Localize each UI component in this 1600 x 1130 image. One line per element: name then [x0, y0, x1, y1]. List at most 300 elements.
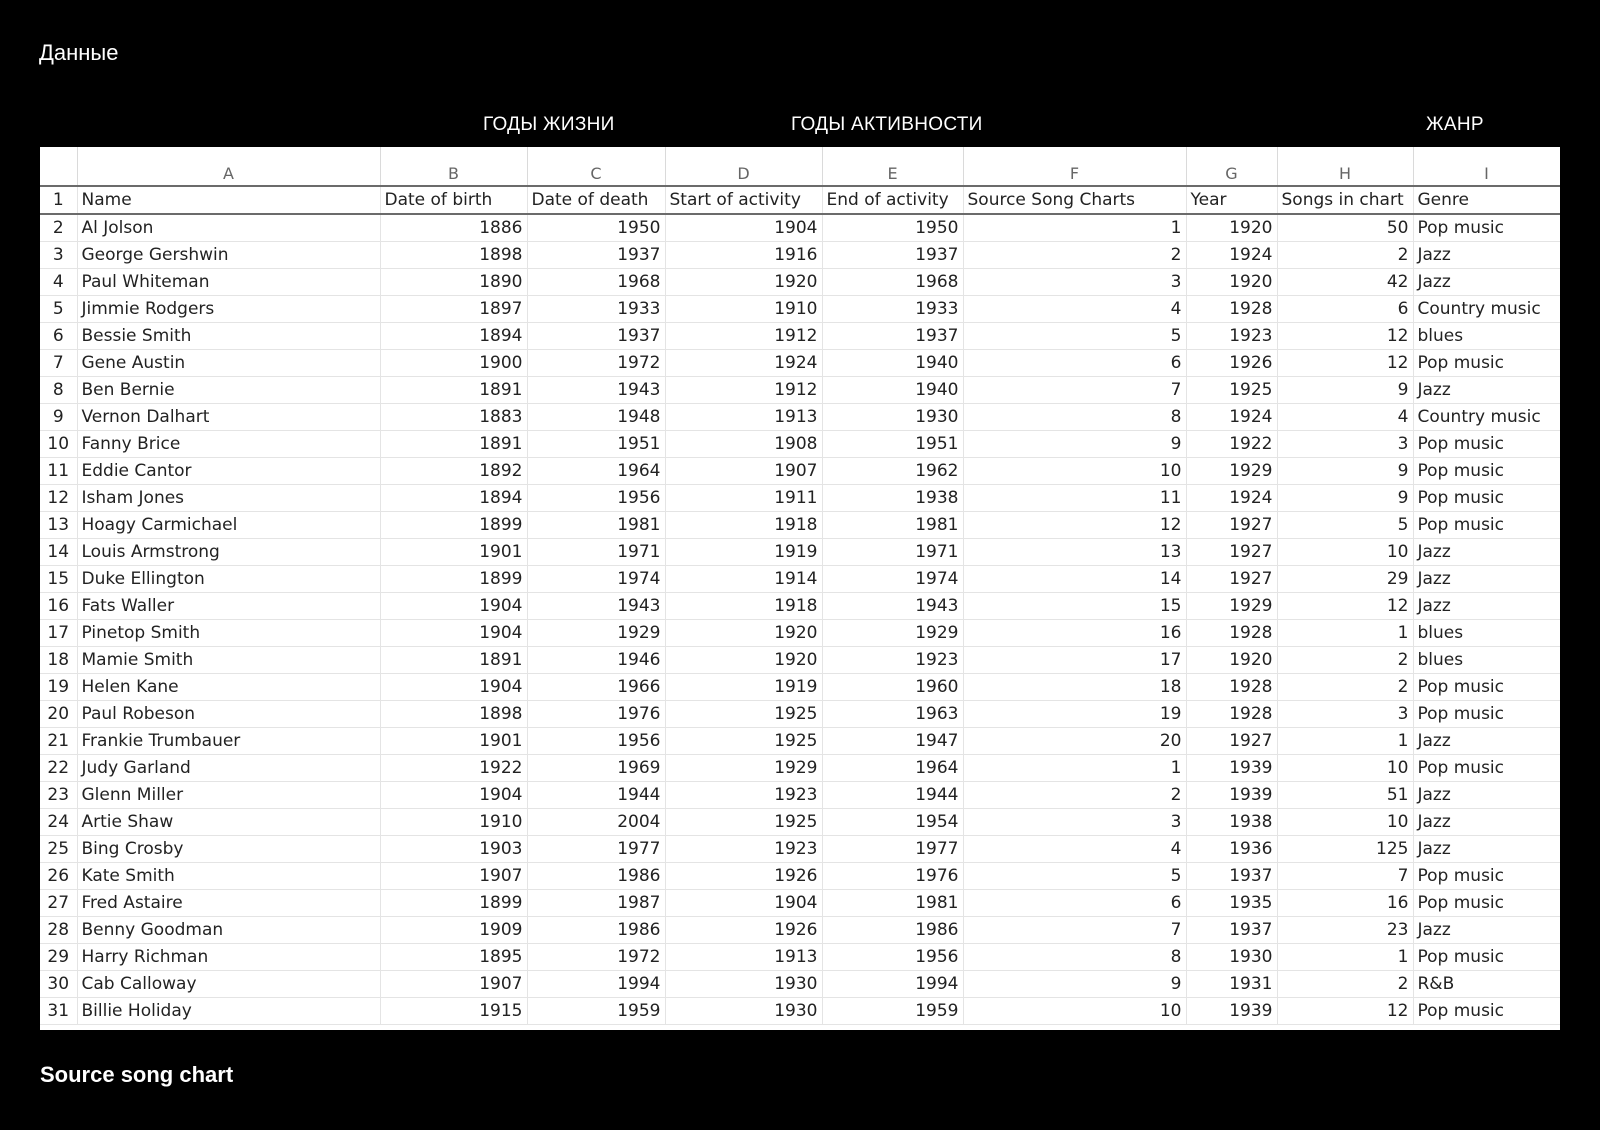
cell-i[interactable]: Jazz: [1413, 836, 1560, 863]
spreadsheet-grid[interactable]: [40, 147, 1560, 1025]
cell-d[interactable]: 1925: [665, 809, 822, 836]
field-name-cell[interactable]: Source Song Charts: [963, 186, 1186, 214]
cell-d[interactable]: 1924: [665, 350, 822, 377]
cell-i[interactable]: Jazz: [1413, 593, 1560, 620]
cell-g[interactable]: 1936: [1186, 836, 1277, 863]
cell-a[interactable]: Mamie Smith: [77, 647, 380, 674]
cell-b[interactable]: 1891: [380, 431, 527, 458]
cell-c[interactable]: 1937: [527, 242, 665, 269]
cell-i[interactable]: Jazz: [1413, 377, 1560, 404]
cell-h[interactable]: 125: [1277, 836, 1413, 863]
row-number[interactable]: 6: [40, 323, 77, 350]
cell-i[interactable]: blues: [1413, 647, 1560, 674]
cell-e[interactable]: 1959: [822, 998, 963, 1025]
cell-d[interactable]: 1907: [665, 458, 822, 485]
row-number[interactable]: 25: [40, 836, 77, 863]
cell-d[interactable]: 1913: [665, 404, 822, 431]
cell-i[interactable]: blues: [1413, 620, 1560, 647]
column-header-d[interactable]: D: [665, 147, 822, 186]
cell-h[interactable]: 9: [1277, 458, 1413, 485]
cell-g[interactable]: 1927: [1186, 566, 1277, 593]
cell-a[interactable]: Helen Kane: [77, 674, 380, 701]
cell-b[interactable]: 1895: [380, 944, 527, 971]
cell-d[interactable]: 1914: [665, 566, 822, 593]
cell-a[interactable]: Vernon Dalhart: [77, 404, 380, 431]
cell-f[interactable]: 16: [963, 620, 1186, 647]
cell-e[interactable]: 1923: [822, 647, 963, 674]
cell-h[interactable]: 51: [1277, 782, 1413, 809]
row-number[interactable]: 19: [40, 674, 77, 701]
cell-i[interactable]: Pop music: [1413, 701, 1560, 728]
cell-f[interactable]: 4: [963, 836, 1186, 863]
row-number[interactable]: 3: [40, 242, 77, 269]
cell-f[interactable]: 2: [963, 782, 1186, 809]
cell-i[interactable]: Pop music: [1413, 512, 1560, 539]
cell-b[interactable]: 1904: [380, 593, 527, 620]
cell-i[interactable]: Pop music: [1413, 998, 1560, 1025]
cell-d[interactable]: 1929: [665, 755, 822, 782]
cell-a[interactable]: Cab Calloway: [77, 971, 380, 998]
cell-i[interactable]: Pop music: [1413, 863, 1560, 890]
row-number[interactable]: 26: [40, 863, 77, 890]
field-name-cell[interactable]: Date of death: [527, 186, 665, 214]
cell-h[interactable]: 3: [1277, 431, 1413, 458]
field-name-cell[interactable]: Start of activity: [665, 186, 822, 214]
cell-e[interactable]: 1937: [822, 242, 963, 269]
cell-c[interactable]: 1948: [527, 404, 665, 431]
cell-b[interactable]: 1891: [380, 377, 527, 404]
cell-g[interactable]: 1926: [1186, 350, 1277, 377]
cell-c[interactable]: 1981: [527, 512, 665, 539]
cell-c[interactable]: 1977: [527, 836, 665, 863]
cell-f[interactable]: 6: [963, 350, 1186, 377]
cell-f[interactable]: 19: [963, 701, 1186, 728]
spreadsheet[interactable]: [40, 147, 1560, 1030]
cell-h[interactable]: 6: [1277, 296, 1413, 323]
cell-b[interactable]: 1922: [380, 755, 527, 782]
cell-i[interactable]: Pop music: [1413, 674, 1560, 701]
cell-h[interactable]: 12: [1277, 593, 1413, 620]
cell-d[interactable]: 1920: [665, 647, 822, 674]
cell-f[interactable]: 12: [963, 512, 1186, 539]
cell-g[interactable]: 1922: [1186, 431, 1277, 458]
cell-e[interactable]: 1960: [822, 674, 963, 701]
cell-f[interactable]: 15: [963, 593, 1186, 620]
cell-h[interactable]: 29: [1277, 566, 1413, 593]
cell-g[interactable]: 1928: [1186, 674, 1277, 701]
cell-g[interactable]: 1929: [1186, 458, 1277, 485]
row-number[interactable]: 16: [40, 593, 77, 620]
cell-a[interactable]: Hoagy Carmichael: [77, 512, 380, 539]
cell-i[interactable]: Jazz: [1413, 917, 1560, 944]
cell-a[interactable]: Fanny Brice: [77, 431, 380, 458]
cell-f[interactable]: 14: [963, 566, 1186, 593]
cell-c[interactable]: 1971: [527, 539, 665, 566]
cell-g[interactable]: 1938: [1186, 809, 1277, 836]
cell-b[interactable]: 1901: [380, 539, 527, 566]
cell-f[interactable]: 8: [963, 944, 1186, 971]
cell-f[interactable]: 8: [963, 404, 1186, 431]
cell-a[interactable]: Benny Goodman: [77, 917, 380, 944]
cell-a[interactable]: Al Jolson: [77, 214, 380, 242]
field-name-cell[interactable]: Year: [1186, 186, 1277, 214]
cell-e[interactable]: 1950: [822, 214, 963, 242]
cell-e[interactable]: 1986: [822, 917, 963, 944]
cell-g[interactable]: 1924: [1186, 242, 1277, 269]
cell-i[interactable]: Pop music: [1413, 485, 1560, 512]
cell-g[interactable]: 1929: [1186, 593, 1277, 620]
cell-f[interactable]: 20: [963, 728, 1186, 755]
cell-d[interactable]: 1925: [665, 728, 822, 755]
cell-d[interactable]: 1904: [665, 214, 822, 242]
column-header-g[interactable]: G: [1186, 147, 1277, 186]
cell-d[interactable]: 1910: [665, 296, 822, 323]
row-number[interactable]: 21: [40, 728, 77, 755]
cell-e[interactable]: 1976: [822, 863, 963, 890]
cell-c[interactable]: 1972: [527, 944, 665, 971]
cell-c[interactable]: 1933: [527, 296, 665, 323]
cell-b[interactable]: 1910: [380, 809, 527, 836]
column-header-b[interactable]: B: [380, 147, 527, 186]
cell-i[interactable]: Country music: [1413, 404, 1560, 431]
cell-e[interactable]: 1944: [822, 782, 963, 809]
cell-i[interactable]: Pop music: [1413, 755, 1560, 782]
field-name-cell[interactable]: Songs in chart: [1277, 186, 1413, 214]
cell-i[interactable]: Jazz: [1413, 728, 1560, 755]
row-number[interactable]: 7: [40, 350, 77, 377]
cell-b[interactable]: 1898: [380, 701, 527, 728]
row-number[interactable]: 1: [40, 186, 77, 214]
cell-f[interactable]: 3: [963, 809, 1186, 836]
cell-f[interactable]: 5: [963, 863, 1186, 890]
cell-c[interactable]: 1976: [527, 701, 665, 728]
cell-g[interactable]: 1923: [1186, 323, 1277, 350]
cell-c[interactable]: 1964: [527, 458, 665, 485]
cell-e[interactable]: 1974: [822, 566, 963, 593]
cell-c[interactable]: 2004: [527, 809, 665, 836]
cell-a[interactable]: Fats Waller: [77, 593, 380, 620]
cell-f[interactable]: 2: [963, 242, 1186, 269]
cell-d[interactable]: 1923: [665, 782, 822, 809]
cell-e[interactable]: 1954: [822, 809, 963, 836]
cell-a[interactable]: Billie Holiday: [77, 998, 380, 1025]
cell-e[interactable]: 1971: [822, 539, 963, 566]
cell-b[interactable]: 1904: [380, 620, 527, 647]
row-number[interactable]: 24: [40, 809, 77, 836]
cell-e[interactable]: 1956: [822, 944, 963, 971]
cell-f[interactable]: 9: [963, 431, 1186, 458]
cell-e[interactable]: 1933: [822, 296, 963, 323]
row-number[interactable]: 5: [40, 296, 77, 323]
cell-h[interactable]: 10: [1277, 809, 1413, 836]
cell-g[interactable]: 1925: [1186, 377, 1277, 404]
cell-i[interactable]: Pop music: [1413, 431, 1560, 458]
cell-b[interactable]: 1894: [380, 323, 527, 350]
cell-h[interactable]: 9: [1277, 377, 1413, 404]
cell-c[interactable]: 1944: [527, 782, 665, 809]
row-number[interactable]: 18: [40, 647, 77, 674]
cell-e[interactable]: 1930: [822, 404, 963, 431]
cell-b[interactable]: 1898: [380, 242, 527, 269]
column-header-c[interactable]: C: [527, 147, 665, 186]
row-number[interactable]: 8: [40, 377, 77, 404]
cell-a[interactable]: Isham Jones: [77, 485, 380, 512]
cell-g[interactable]: 1928: [1186, 296, 1277, 323]
cell-d[interactable]: 1912: [665, 377, 822, 404]
cell-h[interactable]: 1: [1277, 944, 1413, 971]
cell-d[interactable]: 1916: [665, 242, 822, 269]
row-number[interactable]: 15: [40, 566, 77, 593]
cell-h[interactable]: 10: [1277, 755, 1413, 782]
cell-i[interactable]: Country music: [1413, 296, 1560, 323]
column-header-f[interactable]: F: [963, 147, 1186, 186]
cell-f[interactable]: 1: [963, 755, 1186, 782]
row-number[interactable]: 11: [40, 458, 77, 485]
cell-b[interactable]: 1904: [380, 674, 527, 701]
row-number[interactable]: 13: [40, 512, 77, 539]
cell-d[interactable]: 1912: [665, 323, 822, 350]
cell-a[interactable]: Jimmie Rodgers: [77, 296, 380, 323]
cell-b[interactable]: 1903: [380, 836, 527, 863]
cell-i[interactable]: Jazz: [1413, 539, 1560, 566]
cell-b[interactable]: 1891: [380, 647, 527, 674]
cell-e[interactable]: 1981: [822, 890, 963, 917]
cell-e[interactable]: 1951: [822, 431, 963, 458]
cell-h[interactable]: 50: [1277, 214, 1413, 242]
row-number[interactable]: 31: [40, 998, 77, 1025]
cell-h[interactable]: 3: [1277, 701, 1413, 728]
column-header-e[interactable]: E: [822, 147, 963, 186]
cell-c[interactable]: 1950: [527, 214, 665, 242]
cell-i[interactable]: Jazz: [1413, 269, 1560, 296]
cell-a[interactable]: Eddie Cantor: [77, 458, 380, 485]
cell-f[interactable]: 5: [963, 323, 1186, 350]
cell-d[interactable]: 1913: [665, 944, 822, 971]
cell-e[interactable]: 1929: [822, 620, 963, 647]
cell-f[interactable]: 7: [963, 377, 1186, 404]
cell-d[interactable]: 1920: [665, 269, 822, 296]
row-number[interactable]: 14: [40, 539, 77, 566]
cell-i[interactable]: Pop music: [1413, 214, 1560, 242]
cell-h[interactable]: 4: [1277, 404, 1413, 431]
cell-d[interactable]: 1908: [665, 431, 822, 458]
cell-h[interactable]: 12: [1277, 323, 1413, 350]
select-all-corner[interactable]: [40, 147, 77, 186]
cell-g[interactable]: 1935: [1186, 890, 1277, 917]
cell-i[interactable]: Pop music: [1413, 890, 1560, 917]
cell-a[interactable]: Harry Richman: [77, 944, 380, 971]
field-name-cell[interactable]: Date of birth: [380, 186, 527, 214]
cell-i[interactable]: R&B: [1413, 971, 1560, 998]
cell-g[interactable]: 1920: [1186, 214, 1277, 242]
cell-b[interactable]: 1890: [380, 269, 527, 296]
cell-d[interactable]: 1926: [665, 863, 822, 890]
cell-g[interactable]: 1931: [1186, 971, 1277, 998]
cell-e[interactable]: 1981: [822, 512, 963, 539]
cell-c[interactable]: 1969: [527, 755, 665, 782]
cell-c[interactable]: 1937: [527, 323, 665, 350]
cell-b[interactable]: 1907: [380, 863, 527, 890]
cell-b[interactable]: 1915: [380, 998, 527, 1025]
cell-d[interactable]: 1911: [665, 485, 822, 512]
cell-a[interactable]: Fred Astaire: [77, 890, 380, 917]
cell-h[interactable]: 2: [1277, 674, 1413, 701]
cell-a[interactable]: Glenn Miller: [77, 782, 380, 809]
cell-c[interactable]: 1951: [527, 431, 665, 458]
cell-d[interactable]: 1923: [665, 836, 822, 863]
cell-g[interactable]: 1927: [1186, 539, 1277, 566]
cell-g[interactable]: 1924: [1186, 404, 1277, 431]
cell-g[interactable]: 1927: [1186, 728, 1277, 755]
cell-e[interactable]: 1977: [822, 836, 963, 863]
cell-d[interactable]: 1904: [665, 890, 822, 917]
cell-g[interactable]: 1937: [1186, 863, 1277, 890]
cell-c[interactable]: 1986: [527, 863, 665, 890]
cell-i[interactable]: Jazz: [1413, 809, 1560, 836]
cell-a[interactable]: Bessie Smith: [77, 323, 380, 350]
cell-h[interactable]: 12: [1277, 350, 1413, 377]
cell-a[interactable]: Pinetop Smith: [77, 620, 380, 647]
cell-f[interactable]: 6: [963, 890, 1186, 917]
cell-b[interactable]: 1909: [380, 917, 527, 944]
cell-d[interactable]: 1918: [665, 593, 822, 620]
cell-c[interactable]: 1987: [527, 890, 665, 917]
cell-c[interactable]: 1929: [527, 620, 665, 647]
cell-e[interactable]: 1940: [822, 350, 963, 377]
cell-e[interactable]: 1947: [822, 728, 963, 755]
cell-f[interactable]: 17: [963, 647, 1186, 674]
cell-b[interactable]: 1883: [380, 404, 527, 431]
cell-a[interactable]: Louis Armstrong: [77, 539, 380, 566]
cell-g[interactable]: 1920: [1186, 647, 1277, 674]
row-number[interactable]: 9: [40, 404, 77, 431]
cell-h[interactable]: 12: [1277, 998, 1413, 1025]
cell-e[interactable]: 1943: [822, 593, 963, 620]
cell-d[interactable]: 1926: [665, 917, 822, 944]
cell-d[interactable]: 1919: [665, 539, 822, 566]
cell-f[interactable]: 1: [963, 214, 1186, 242]
cell-c[interactable]: 1943: [527, 593, 665, 620]
cell-f[interactable]: 18: [963, 674, 1186, 701]
column-header-a[interactable]: A: [77, 147, 380, 186]
cell-i[interactable]: Pop music: [1413, 458, 1560, 485]
column-header-i[interactable]: I: [1413, 147, 1560, 186]
cell-a[interactable]: Bing Crosby: [77, 836, 380, 863]
cell-b[interactable]: 1886: [380, 214, 527, 242]
column-header-h[interactable]: H: [1277, 147, 1413, 186]
row-number[interactable]: 10: [40, 431, 77, 458]
cell-b[interactable]: 1899: [380, 566, 527, 593]
cell-a[interactable]: George Gershwin: [77, 242, 380, 269]
cell-e[interactable]: 1962: [822, 458, 963, 485]
cell-c[interactable]: 1994: [527, 971, 665, 998]
cell-c[interactable]: 1959: [527, 998, 665, 1025]
cell-g[interactable]: 1928: [1186, 620, 1277, 647]
cell-c[interactable]: 1946: [527, 647, 665, 674]
cell-b[interactable]: 1904: [380, 782, 527, 809]
row-number[interactable]: 4: [40, 269, 77, 296]
cell-g[interactable]: 1939: [1186, 782, 1277, 809]
row-number[interactable]: 22: [40, 755, 77, 782]
cell-c[interactable]: 1986: [527, 917, 665, 944]
cell-c[interactable]: 1968: [527, 269, 665, 296]
cell-b[interactable]: 1907: [380, 971, 527, 998]
cell-i[interactable]: Jazz: [1413, 566, 1560, 593]
cell-d[interactable]: 1920: [665, 620, 822, 647]
row-number[interactable]: 30: [40, 971, 77, 998]
cell-e[interactable]: 1994: [822, 971, 963, 998]
cell-b[interactable]: 1899: [380, 512, 527, 539]
cell-g[interactable]: 1930: [1186, 944, 1277, 971]
cell-b[interactable]: 1892: [380, 458, 527, 485]
cell-i[interactable]: Pop music: [1413, 944, 1560, 971]
cell-g[interactable]: 1939: [1186, 755, 1277, 782]
cell-h[interactable]: 1: [1277, 620, 1413, 647]
cell-h[interactable]: 23: [1277, 917, 1413, 944]
cell-d[interactable]: 1930: [665, 971, 822, 998]
cell-a[interactable]: Artie Shaw: [77, 809, 380, 836]
cell-a[interactable]: Paul Whiteman: [77, 269, 380, 296]
row-number[interactable]: 17: [40, 620, 77, 647]
row-number[interactable]: 29: [40, 944, 77, 971]
cell-e[interactable]: 1964: [822, 755, 963, 782]
cell-g[interactable]: 1939: [1186, 998, 1277, 1025]
cell-f[interactable]: 10: [963, 458, 1186, 485]
cell-c[interactable]: 1956: [527, 485, 665, 512]
cell-g[interactable]: 1928: [1186, 701, 1277, 728]
cell-a[interactable]: Paul Robeson: [77, 701, 380, 728]
cell-b[interactable]: 1901: [380, 728, 527, 755]
cell-d[interactable]: 1925: [665, 701, 822, 728]
cell-g[interactable]: 1924: [1186, 485, 1277, 512]
cell-f[interactable]: 10: [963, 998, 1186, 1025]
cell-a[interactable]: Gene Austin: [77, 350, 380, 377]
cell-c[interactable]: 1972: [527, 350, 665, 377]
cell-h[interactable]: 2: [1277, 971, 1413, 998]
cell-a[interactable]: Ben Bernie: [77, 377, 380, 404]
field-name-cell[interactable]: Name: [77, 186, 380, 214]
row-number[interactable]: 28: [40, 917, 77, 944]
cell-c[interactable]: 1943: [527, 377, 665, 404]
cell-h[interactable]: 10: [1277, 539, 1413, 566]
cell-i[interactable]: Jazz: [1413, 782, 1560, 809]
cell-d[interactable]: 1918: [665, 512, 822, 539]
cell-e[interactable]: 1938: [822, 485, 963, 512]
cell-f[interactable]: 3: [963, 269, 1186, 296]
cell-i[interactable]: Pop music: [1413, 350, 1560, 377]
cell-e[interactable]: 1937: [822, 323, 963, 350]
cell-b[interactable]: 1900: [380, 350, 527, 377]
cell-h[interactable]: 7: [1277, 863, 1413, 890]
field-name-cell[interactable]: End of activity: [822, 186, 963, 214]
cell-i[interactable]: Jazz: [1413, 242, 1560, 269]
cell-g[interactable]: 1927: [1186, 512, 1277, 539]
cell-f[interactable]: 4: [963, 296, 1186, 323]
cell-g[interactable]: 1920: [1186, 269, 1277, 296]
row-number[interactable]: 2: [40, 214, 77, 242]
row-number[interactable]: 12: [40, 485, 77, 512]
cell-g[interactable]: 1937: [1186, 917, 1277, 944]
cell-b[interactable]: 1894: [380, 485, 527, 512]
cell-e[interactable]: 1968: [822, 269, 963, 296]
cell-d[interactable]: 1930: [665, 998, 822, 1025]
cell-e[interactable]: 1963: [822, 701, 963, 728]
cell-c[interactable]: 1974: [527, 566, 665, 593]
cell-h[interactable]: 42: [1277, 269, 1413, 296]
row-number[interactable]: 27: [40, 890, 77, 917]
cell-f[interactable]: 7: [963, 917, 1186, 944]
cell-i[interactable]: blues: [1413, 323, 1560, 350]
